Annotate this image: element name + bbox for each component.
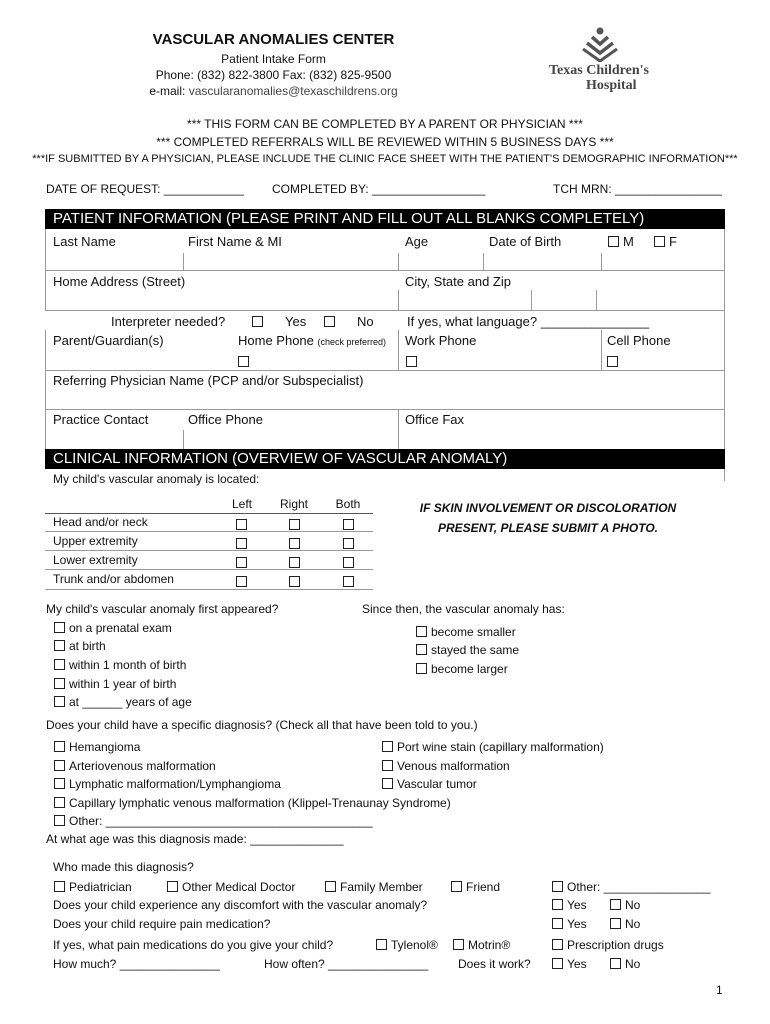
appeared-option[interactable]: within 1 year of birth: [54, 677, 176, 691]
checkbox-icon[interactable]: [382, 778, 393, 789]
date-of-request-field[interactable]: DATE OF REQUEST: ____________: [46, 182, 244, 196]
checkbox-icon[interactable]: [54, 778, 65, 789]
which-meds-question: If yes, what pain medications do you give your child?: [53, 938, 334, 952]
divider: [398, 330, 399, 370]
checkbox-icon[interactable]: [552, 881, 563, 892]
divider: [483, 253, 484, 270]
divider: [724, 229, 725, 481]
divider: [183, 430, 184, 449]
diagnosis-option[interactable]: Hemangioma: [54, 740, 140, 754]
divider: [45, 409, 725, 410]
checkbox-icon[interactable]: [325, 881, 336, 892]
trunk-right-checkbox[interactable]: [289, 574, 300, 592]
form-title: VASCULAR ANOMALIES CENTER: [152, 31, 395, 48]
photo-note-line2: PRESENT, PLEASE SUBMIT A PHOTO.: [437, 521, 659, 535]
divider: [601, 253, 602, 270]
work-phone-label: Work Phone: [405, 333, 477, 348]
divider: [398, 409, 399, 449]
pain-med-no-option[interactable]: No: [610, 917, 640, 931]
lower-both-checkbox[interactable]: [343, 555, 354, 573]
logo-text-line2: Hospital: [586, 78, 637, 93]
discomfort-yes-option[interactable]: Yes: [552, 898, 587, 912]
practice-contact-label: Practice Contact: [53, 412, 149, 427]
patient-info-heading: PATIENT INFORMATION (PLEASE PRINT AND FILL OUT ALL BLANKS COMPLETELY): [45, 209, 725, 229]
upper-both-checkbox[interactable]: [343, 536, 354, 554]
checkbox-icon[interactable]: [610, 958, 621, 969]
checkbox-icon[interactable]: [416, 663, 427, 674]
divider: [45, 589, 373, 590]
female-label: F: [669, 234, 677, 249]
diagnosis-option[interactable]: Port wine stain (capillary malformation): [382, 740, 604, 754]
diagnosis-option[interactable]: Capillary lymphatic venous malformation (Klippel-Trenaunay Syndrome): [54, 796, 451, 810]
divider: [596, 290, 597, 310]
language-field[interactable]: If yes, what language? _______________: [407, 314, 650, 329]
checkbox-icon[interactable]: [54, 622, 65, 633]
divider: [45, 229, 46, 270]
photo-note-line1: IF SKIN INVOLVEMENT OR DISCOLORATION: [419, 501, 677, 515]
sex-female-option[interactable]: [654, 234, 677, 249]
referring-physician-label: Referring Physician Name (PCP and/or Subspecialist): [53, 373, 364, 388]
email-label: e-mail:: [149, 84, 189, 98]
male-label: M: [623, 234, 634, 249]
checkbox-icon[interactable]: [552, 939, 563, 950]
checkbox-icon[interactable]: [451, 881, 462, 892]
appeared-option[interactable]: at ______ years of age: [54, 695, 192, 709]
completed-by-field[interactable]: COMPLETED BY: _________________: [272, 182, 486, 196]
checkbox-icon[interactable]: [453, 939, 464, 950]
checkbox-icon[interactable]: [54, 678, 65, 689]
checkbox-icon[interactable]: [610, 899, 621, 910]
since-option[interactable]: become larger: [416, 662, 508, 676]
checkbox-icon[interactable]: [416, 626, 427, 637]
discomfort-no-option[interactable]: No: [610, 898, 640, 912]
divider: [45, 513, 373, 514]
interpreter-yes-option[interactable]: [252, 314, 306, 329]
checkbox-icon[interactable]: [54, 760, 65, 771]
appeared-option[interactable]: at birth: [54, 639, 106, 653]
works-no-option[interactable]: No: [610, 957, 640, 971]
prescription-option[interactable]: Prescription drugs: [552, 938, 664, 952]
since-then-question: Since then, the vascular anomaly has:: [362, 602, 565, 616]
checkbox-icon[interactable]: [608, 236, 619, 247]
divider: [45, 270, 46, 310]
divider: [45, 330, 46, 370]
contact-email-line: [0, 84, 547, 98]
diagnosis-age-field[interactable]: At what age was this diagnosis made: ______________: [46, 832, 344, 846]
page-number: 1: [716, 983, 723, 997]
head-both-checkbox[interactable]: [343, 517, 354, 535]
diagnosis-other-field[interactable]: Other: ________________________________________: [54, 814, 373, 828]
discomfort-question: Does your child experience any discomfort with the vascular anomaly?: [53, 898, 428, 912]
first-name-label: First Name & MI: [188, 234, 282, 249]
divider: [45, 370, 725, 371]
sex-male-option[interactable]: [608, 234, 634, 249]
office-phone-label: Office Phone: [188, 412, 263, 427]
upper-left-checkbox[interactable]: [236, 536, 247, 554]
appeared-option[interactable]: within 1 month of birth: [54, 658, 186, 672]
divider: [183, 253, 184, 270]
yes-label: Yes: [285, 314, 307, 329]
since-option[interactable]: become smaller: [416, 625, 516, 639]
who-option[interactable]: Family Member: [325, 880, 423, 894]
city-state-zip-label: City, State and Zip: [405, 274, 511, 289]
how-much-field[interactable]: How much? _______________: [53, 957, 220, 971]
lower-right-checkbox[interactable]: [289, 555, 300, 573]
pain-med-yes-option[interactable]: Yes: [552, 917, 587, 931]
divider: [531, 290, 532, 310]
divider: [45, 531, 373, 532]
checkbox-icon[interactable]: [552, 958, 563, 969]
notice-3: ***IF SUBMITTED BY A PHYSICIAN, PLEASE INCLUDE THE CLINIC FACE SHEET WITH THE PATIENT'S DEMOGRAPHIC INFORMATION***: [32, 153, 738, 165]
upper-right-checkbox[interactable]: [289, 536, 300, 554]
diagnosis-option[interactable]: Arteriovenous malformation: [54, 759, 216, 773]
contact-phone: Phone: (832) 822-3800 Fax: (832) 825-9500: [155, 68, 392, 82]
diagnosis-question: Does your child have a specific diagnosis? (Check all that have been told to you.): [46, 718, 478, 732]
head-left-checkbox[interactable]: [236, 517, 247, 535]
home-phone-label: [238, 333, 386, 348]
motrin-option[interactable]: Motrin®: [453, 938, 510, 952]
checkbox-icon[interactable]: [416, 644, 427, 655]
clinical-info-heading: CLINICAL INFORMATION (OVERVIEW OF VASCULAR ANOMALY): [45, 449, 725, 469]
divider: [601, 330, 602, 370]
checkbox-icon[interactable]: [252, 316, 263, 327]
checkbox-icon[interactable]: [54, 640, 65, 651]
checkbox-icon[interactable]: [54, 881, 65, 892]
divider: [45, 569, 373, 570]
trunk-left-checkbox[interactable]: [236, 574, 247, 592]
checkbox-icon[interactable]: [382, 760, 393, 771]
checkbox-icon[interactable]: [324, 316, 335, 327]
office-fax-label: Office Fax: [405, 412, 465, 427]
divider: [45, 409, 46, 449]
checkbox-icon[interactable]: [54, 741, 65, 752]
diagnosis-option[interactable]: Venous malformation: [382, 759, 510, 773]
lower-left-checkbox[interactable]: [236, 555, 247, 573]
location-row-label: Head and/or neck: [53, 515, 148, 529]
tylenol-option[interactable]: Tylenol®: [376, 938, 438, 952]
home-phone-text: Home Phone: [238, 333, 314, 348]
first-appeared-question: My child's vascular anomaly first appeared?: [46, 602, 279, 616]
notice-2: *** COMPLETED REFERRALS WILL BE REVIEWED WITHIN 5 BUSINESS DAYS ***: [156, 135, 614, 149]
age-label: Age: [405, 234, 429, 249]
tch-mrn-field[interactable]: TCH MRN: ________________: [553, 182, 722, 196]
column-right: Right: [279, 497, 308, 511]
column-both: Both: [335, 497, 361, 511]
head-right-checkbox[interactable]: [289, 517, 300, 535]
checkbox-icon[interactable]: [654, 236, 665, 247]
divider: [45, 370, 46, 410]
checkbox-icon[interactable]: [382, 741, 393, 752]
checkbox-icon[interactable]: [610, 918, 621, 929]
divider: [45, 550, 373, 551]
check-preferred-note: (check preferred): [317, 337, 387, 347]
checkbox-icon[interactable]: [54, 696, 65, 707]
trunk-both-checkbox[interactable]: [343, 574, 354, 592]
form-subtitle: Patient Intake Form: [221, 52, 326, 66]
who-other-field[interactable]: Other: ________________: [552, 880, 710, 894]
email-link[interactable]: vascularanomalies@texaschildrens.org: [188, 84, 398, 98]
no-label: No: [357, 314, 374, 329]
location-row-label: Trunk and/or abdomen: [53, 572, 174, 586]
checkbox-icon[interactable]: [54, 815, 65, 826]
since-option[interactable]: stayed the same: [416, 643, 519, 657]
does-it-work-question: Does it work?: [458, 957, 531, 971]
appeared-option[interactable]: on a prenatal exam: [54, 621, 172, 635]
who-made-question: Who made this diagnosis?: [53, 860, 194, 874]
dob-label: Date of Birth: [489, 234, 562, 249]
checkbox-icon[interactable]: [167, 881, 178, 892]
hospital-logo-icon: [580, 26, 620, 62]
column-left: Left: [231, 497, 252, 511]
location-row-label: Lower extremity: [53, 553, 138, 567]
last-name-label: Last Name: [53, 234, 116, 249]
checkbox-icon[interactable]: [54, 797, 65, 808]
checkbox-icon[interactable]: [552, 899, 563, 910]
divider: [45, 310, 725, 311]
logo-text-line1: Texas Children's: [549, 63, 649, 78]
parent-guardian-label: Parent/Guardian(s): [53, 333, 164, 348]
location-row-label: Upper extremity: [53, 534, 138, 548]
notice-1: *** THIS FORM CAN BE COMPLETED BY A PARENT OR PHYSICIAN ***: [187, 117, 583, 131]
divider: [398, 290, 399, 310]
interpreter-label: Interpreter needed?: [111, 314, 226, 329]
pain-medication-question: Does your child require pain medication?: [53, 917, 271, 931]
works-yes-option[interactable]: Yes: [552, 957, 587, 971]
divider: [398, 253, 399, 270]
home-address-label: Home Address (Street): [53, 274, 186, 289]
location-question: My child's vascular anomaly is located:: [53, 472, 260, 486]
cell-phone-label: Cell Phone: [607, 333, 671, 348]
checkbox-icon[interactable]: [376, 939, 387, 950]
how-often-field[interactable]: How often? _______________: [264, 957, 429, 971]
interpreter-no-option[interactable]: [324, 314, 374, 329]
diagnosis-option[interactable]: Vascular tumor: [382, 777, 477, 791]
who-option[interactable]: Other Medical Doctor: [167, 880, 295, 894]
who-option[interactable]: Friend: [451, 880, 500, 894]
checkbox-icon[interactable]: [54, 659, 65, 670]
divider: [45, 270, 725, 271]
diagnosis-option[interactable]: Lymphatic malformation/Lymphangioma: [54, 777, 281, 791]
checkbox-icon[interactable]: [552, 918, 563, 929]
who-option[interactable]: Pediatrician: [54, 880, 132, 894]
